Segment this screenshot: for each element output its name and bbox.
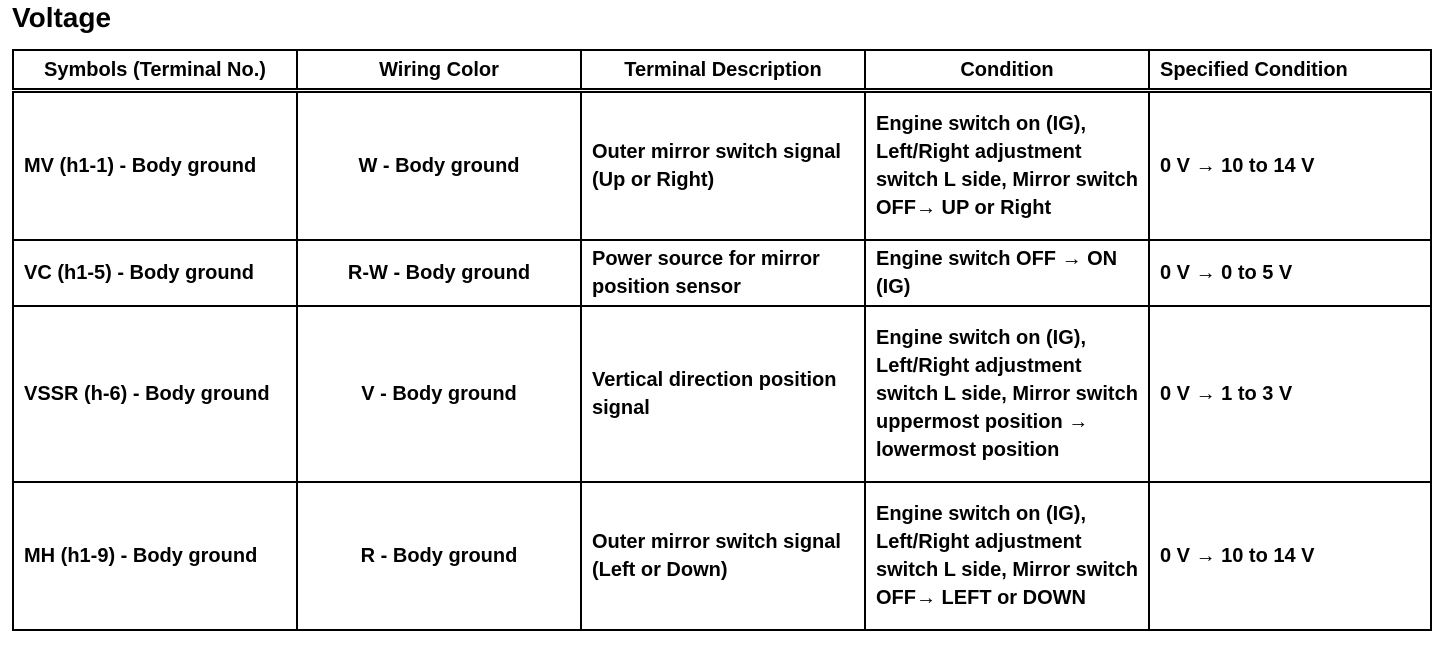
- header-terminal-description: Terminal Description: [581, 50, 865, 91]
- header-specified-condition: Specified Condition: [1149, 50, 1431, 91]
- cell-symbols: VC (h1-5) - Body ground: [13, 240, 297, 306]
- cell-specified: 0 V → 1 to 3 V: [1149, 306, 1431, 482]
- cell-condition: Engine switch on (IG), Left/Right adjustment switch L side, Mirror switch uppermost position → lowermost position: [865, 306, 1149, 482]
- cell-specified: 0 V → 0 to 5 V: [1149, 240, 1431, 306]
- cell-description: Outer mirror switch signal (Left or Down): [581, 482, 865, 630]
- table-row: [13, 306, 1431, 482]
- cell-specified: 0 V → 10 to 14 V: [1149, 91, 1431, 241]
- cell-wiring-color: R-W - Body ground: [297, 240, 581, 306]
- voltage-table: [12, 49, 1432, 631]
- cell-description: Power source for mirror position sensor: [581, 240, 865, 306]
- cell-condition: Engine switch on (IG), Left/Right adjustment switch L side, Mirror switch OFF→ UP or Right: [865, 91, 1149, 241]
- cell-wiring-color: R - Body ground: [297, 482, 581, 630]
- cell-condition: Engine switch OFF → ON (IG): [865, 240, 1149, 306]
- cell-condition: Engine switch on (IG), Left/Right adjustment switch L side, Mirror switch OFF→ LEFT or DOWN: [865, 482, 1149, 630]
- header-condition: Condition: [865, 50, 1149, 91]
- cell-description: Outer mirror switch signal (Up or Right): [581, 91, 865, 241]
- cell-wiring-color: W - Body ground: [297, 91, 581, 241]
- table-header-row: [13, 50, 1431, 91]
- cell-wiring-color: V - Body ground: [297, 306, 581, 482]
- table-row: [13, 91, 1431, 241]
- table-row: [13, 482, 1431, 630]
- page-title: Voltage: [12, 2, 112, 33]
- header-wiring-color: Wiring Color: [297, 50, 581, 91]
- cell-symbols: VSSR (h-6) - Body ground: [13, 306, 297, 482]
- cell-specified: 0 V → 10 to 14 V: [1149, 482, 1431, 630]
- cell-description: Vertical direction position signal: [581, 306, 865, 482]
- header-symbols: Symbols (Terminal No.): [13, 50, 297, 91]
- cell-symbols: MH (h1-9) - Body ground: [13, 482, 297, 630]
- table-row: [13, 240, 1431, 306]
- cell-symbols: MV (h1-1) - Body ground: [13, 91, 297, 241]
